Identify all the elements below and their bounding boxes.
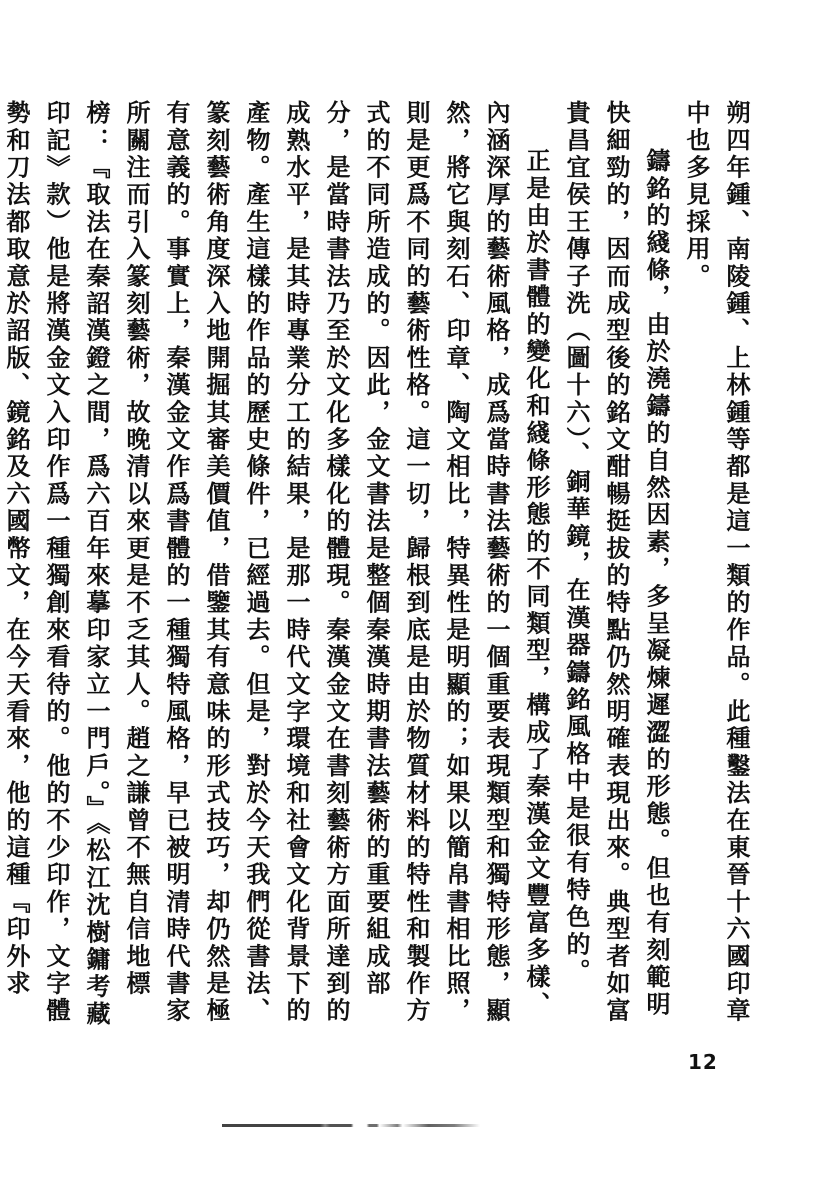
vertical-text-column-block — [0, 100, 756, 1030]
paragraph-2: 鑄銘的綫條，由於澆鑄的自然因素，多呈凝煉遲澀的形態。但也有刻範明快細勁的，因而成型後的銘文酣暢挺拔的特點仍然明確表現出來。典型者如富貴昌宜侯王傳子洗（圖十六）、銅華鏡，在漢器鑄銘風格中是很有特色的。 — [562, 100, 671, 1025]
paragraph-1: 朔四年鍾、南陵鍾、上林鍾等都是這一類的作品。此種鑿法在東晉十六國印章中也多見採用。 — [682, 100, 751, 1025]
page-number: 12 — [688, 1050, 718, 1074]
paragraph-3: 正是由於書體的變化和綫條形態的不同類型，構成了秦漢金文豐富多樣、內涵深厚的藝術風格，成爲當時書法藝術的一個重要表現類型和獨特形態，顯然，將它與刻石、印章、陶文相比，特異性是明顯的；如果以簡帛書相比照，則是更爲不同的藝術性格。這一切，歸根到底是由於物質材料的特性和製作方式的不同所造成的。因此，金文書法是整個秦漢時期書法藝術的重要組成部分，是當時書法乃至於文化多樣化的體現。秦漢金文在書刻藝術方面所達到的成熟水平，是其時專業分工的結果，是那一時代文字環境和社會文化背景下的產物。產生這樣的作品的歷史條件，已經過去。但是，對於今天我們從書法、篆刻藝術角度深入地開掘其審美價值，借鑒其有意味的形式技巧，却仍然是極有意義的。事實上，秦漢金文作爲書體的一種獨特風格，早已被明清時代書家所關注而引入篆刻藝術，故晚清以來更是不乏其人。趙之謙曾不無自信地標榜：『取法在秦詔漢鐙之間，爲六百年來摹印家立一門戶。』《松江沈樹鏞考藏印記》款）他是將漢金文入印作爲一種獨創來看待的。他的不少印作，文字體勢和刀法都取意於詔版、鏡銘及六國幣文，在今天看來，他的這種『印外求 — [2, 100, 551, 1028]
scan-artifact-line — [222, 1124, 480, 1127]
